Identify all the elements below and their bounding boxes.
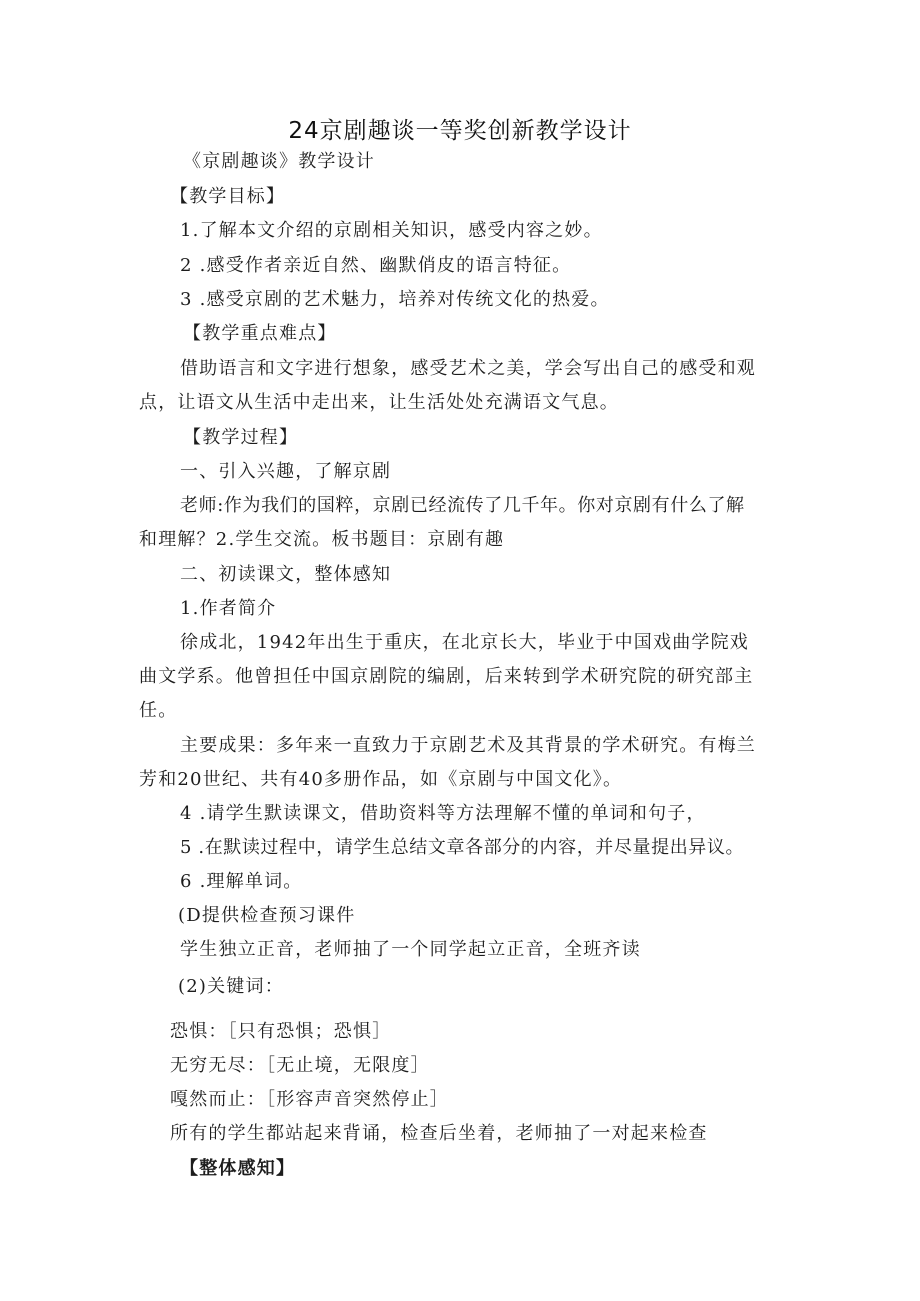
list-item: 4 .请学生默读课文，借助资料等方法理解不懂的单词和句子， bbox=[180, 803, 706, 824]
objective-item: 2 .感受作者亲近自然、幽默俏皮的语言特征。 bbox=[180, 255, 572, 276]
section-heading-objectives: 【教学目标】 bbox=[170, 186, 286, 207]
section-heading-process: 【教学过程】 bbox=[183, 427, 299, 448]
paragraph-line: 任。 bbox=[139, 700, 178, 721]
document-title: 24京剧趣谈一等奖创新教学设计 bbox=[288, 118, 632, 144]
paragraph-line: 学生独立正音，老师抽了一个同学起立正音，全班齐读 bbox=[180, 939, 641, 960]
sub-heading: 1.作者简介 bbox=[180, 598, 277, 619]
vocab-item: 无穷无尽：［无止境，无限度］ bbox=[170, 1055, 430, 1076]
step-heading: 一、引入兴趣，了解京剧 bbox=[180, 461, 392, 482]
list-item: 5 .在默读过程中，请学生总结文章各部分的内容，并尽量提出异议。 bbox=[180, 837, 745, 858]
section-heading-key-points: 【教学重点难点】 bbox=[183, 323, 337, 344]
paragraph-line: 徐成北，1942年出生于重庆，在北京长大，毕业于中国戏曲学院戏 bbox=[180, 632, 750, 653]
section-heading-overall: 【整体感知】 bbox=[180, 1158, 296, 1179]
paragraph-line: 所有的学生都站起来背诵，检查后坐着，老师抽了一对起来检查 bbox=[170, 1123, 708, 1144]
paragraph-line: 芳和20世纪、共有40多册作品，如《京剧与中国文化》。 bbox=[139, 769, 623, 790]
paragraph-line: 和理解？2.学生交流。板书题目：京剧有趣 bbox=[139, 529, 505, 550]
paragraph-line: 主要成果：多年来一直致力于京剧艺术及其背景的学术研究。有梅兰 bbox=[180, 735, 756, 756]
step-heading: 二、初读课文，整体感知 bbox=[180, 564, 392, 585]
list-item: (2)关键词： bbox=[178, 976, 284, 997]
objective-item: 3 .感受京剧的艺术魅力，培养对传统文化的热爱。 bbox=[180, 289, 610, 310]
list-item: 6 .理解单词。 bbox=[180, 871, 303, 892]
paragraph-line: 借助语言和文字进行想象，感受艺术之美，学会写出自己的感受和观 bbox=[180, 358, 756, 379]
objective-item: 1.了解本文介绍的京剧相关知识，感受内容之妙。 bbox=[180, 220, 603, 241]
vocab-item: 嘎然而止：［形容声音突然停止］ bbox=[170, 1089, 449, 1110]
subtitle: 《京剧趣谈》教学设计 bbox=[183, 151, 375, 172]
paragraph-line: 点，让语文从生活中走出来，让生活处处充满语文气息。 bbox=[139, 392, 619, 413]
vocab-item: 恐惧：［只有恐惧；恐惧］ bbox=[170, 1021, 392, 1042]
list-item: (D提供检查预习课件 bbox=[178, 905, 356, 926]
paragraph-line: 曲文学系。他曾担任中国京剧院的编剧，后来转到学术研究院的研究部主 bbox=[139, 666, 754, 687]
paragraph-line: 老师:作为我们的国粹，京剧已经流传了几千年。你对京剧有什么了解 bbox=[180, 495, 745, 516]
